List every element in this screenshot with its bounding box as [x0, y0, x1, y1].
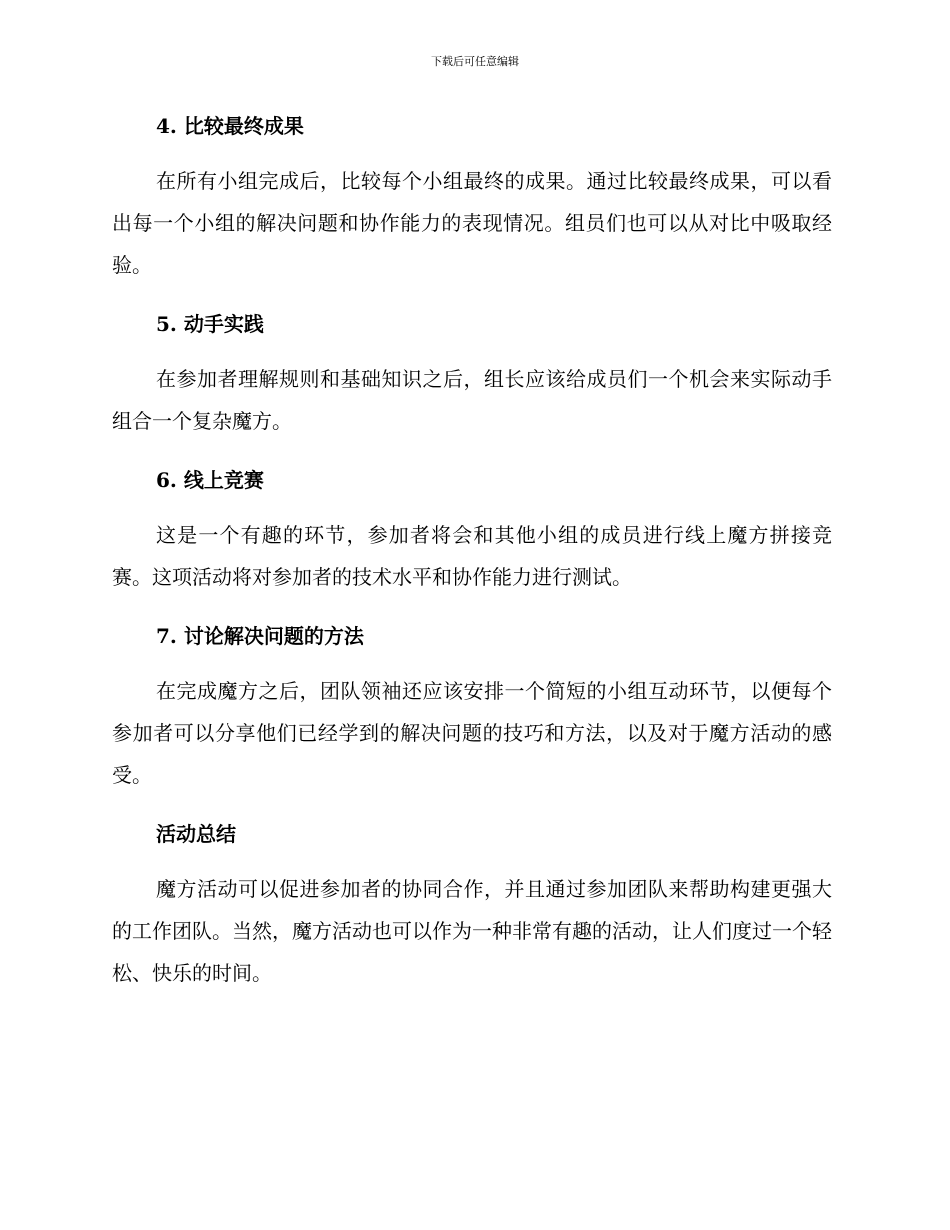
- section-paragraph: 这是一个有趣的环节，参加者将会和其他小组的成员进行线上魔方拼接竞赛。这项活动将对参加者的技术水平和协作能力进行测试。: [112, 523, 832, 589]
- document-body: [112, 110, 832, 994]
- section-heading: 活动总结: [156, 822, 236, 846]
- page-header: 下载后可任意编辑: [431, 55, 519, 68]
- section-heading: 5. 动手实践: [156, 312, 264, 336]
- section-discuss-methods: [112, 620, 832, 818]
- section-hands-on-practice: [112, 308, 832, 464]
- section-heading: 6. 线上竞赛: [156, 468, 264, 492]
- section-compare-results: [112, 110, 832, 308]
- section-online-competition: [112, 464, 832, 620]
- section-paragraph: 魔方活动可以促进参加者的协同合作，并且通过参加团队来帮助构建更强大的工作团队。当然，魔方活动也可以作为一种非常有趣的活动，让人们度过一个轻松、快乐的时间。: [112, 877, 832, 985]
- section-paragraph: 在完成魔方之后，团队领袖还应该安排一个简短的小组互动环节，以便每个参加者可以分享他们已经学到的解决问题的技巧和方法，以及对于魔方活动的感受。: [112, 679, 832, 787]
- section-heading: 7. 讨论解决问题的方法: [156, 624, 364, 648]
- section-paragraph: 在参加者理解规则和基础知识之后，组长应该给成员们一个机会来实际动手组合一个复杂魔方。: [112, 367, 832, 433]
- section-activity-summary: [112, 818, 832, 994]
- section-paragraph: 在所有小组完成后，比较每个小组最终的成果。通过比较最终成果，可以看出每一个小组的解决问题和协作能力的表现情况。组员们也可以从对比中吸取经验。: [112, 169, 832, 277]
- section-heading: 4. 比较最终成果: [156, 114, 304, 138]
